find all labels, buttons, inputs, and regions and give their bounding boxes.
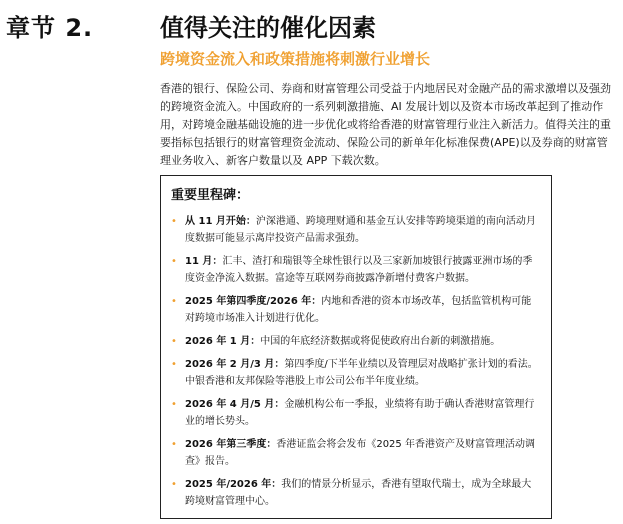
bullet-icon: • bbox=[171, 479, 177, 490]
chapter-label: 章节 2. bbox=[6, 14, 94, 42]
bullet-icon: • bbox=[171, 296, 177, 307]
milestone-item bbox=[171, 253, 541, 287]
milestone-head: 2026 年第三季度： bbox=[185, 439, 277, 450]
page-title: 值得关注的催化因素 bbox=[160, 14, 376, 42]
milestone-head: 11 月： bbox=[185, 256, 223, 267]
milestone-text: 我们的情景分析显示，香港有望取代瑞士，成为全球最大跨境财富管理中心。 bbox=[185, 479, 532, 507]
milestones-list bbox=[171, 213, 541, 510]
bullet-icon: • bbox=[171, 216, 177, 227]
milestone-text: 沪深港通、跨境理财通和基金互认安排等跨境渠道的南向活动月度数据可能显示离岸投资产品需求强劲。 bbox=[185, 216, 536, 244]
bullet-icon: • bbox=[171, 256, 177, 267]
milestone-item bbox=[171, 396, 541, 430]
milestone-item bbox=[171, 436, 541, 470]
milestone-text: 第四季度/下半年业绩以及管理层对战略扩张计划的看法。中银香港和友邦保险等港股上市公司公布半年度业绩。 bbox=[185, 359, 538, 387]
milestone-head: 2026 年 4 月/5 月： bbox=[185, 399, 285, 410]
milestone-text: 中国的年底经济数据或将促使政府出台新的刺激措施。 bbox=[260, 336, 501, 347]
milestone-item bbox=[171, 213, 541, 247]
milestones-box bbox=[160, 175, 552, 519]
milestone-item bbox=[171, 293, 541, 327]
milestone-head: 2025 年/2026 年： bbox=[185, 479, 282, 490]
milestone-head: 2025 年第四季度/2026 年： bbox=[185, 296, 322, 307]
bullet-icon: • bbox=[171, 399, 177, 410]
milestone-item bbox=[171, 333, 541, 350]
milestone-head: 从 11 月开始： bbox=[185, 216, 256, 227]
bullet-icon: • bbox=[171, 359, 177, 370]
milestone-item bbox=[171, 356, 541, 390]
bullet-icon: • bbox=[171, 336, 177, 347]
milestone-head: 2026 年 2 月/3 月： bbox=[185, 359, 285, 370]
page-subtitle: 跨境资金流入和政策措施将刺激行业增长 bbox=[160, 50, 431, 68]
milestones-title: 重要里程碑： bbox=[171, 188, 250, 203]
bullet-icon: • bbox=[171, 439, 177, 450]
milestone-text: 内地和香港的资本市场改革，包括监管机构可能对跨境市场准入计划进行优化。 bbox=[185, 296, 532, 324]
milestone-text: 汇丰、渣打和瑞银等全球性银行以及三家新加坡银行披露亚洲市场的季度资金净流入数据。富途等互联网券商披露净新增付费客户数据。 bbox=[185, 256, 533, 284]
milestone-item bbox=[171, 476, 541, 510]
milestone-text: 香港证监会将会发布《2025 年香港资产及财富管理活动调查》报告。 bbox=[185, 439, 535, 467]
milestone-head: 2026 年 1 月： bbox=[185, 336, 261, 347]
intro-paragraph: 香港的银行、保险公司、券商和财富管理公司受益于内地居民对金融产品的需求激增以及强劲的跨境资金流入。中国政府的一系列刺激措施、AI 发展计划以及资本市场改革起到了推动作用，对跨境金融基础设施的进一步优化或将给香港的财富管理行业注入新活力。值得关注的重要指标包括银行的财富管理资金流动、保险公司的新单年化标准保费(APE)以及券商的财富管理业务收入、新客户数量以及 APP 下载次数。 bbox=[160, 82, 611, 167]
milestone-text: 金融机构公布一季报，业绩将有助于确认香港财富管理行业的增长势头。 bbox=[185, 399, 535, 427]
